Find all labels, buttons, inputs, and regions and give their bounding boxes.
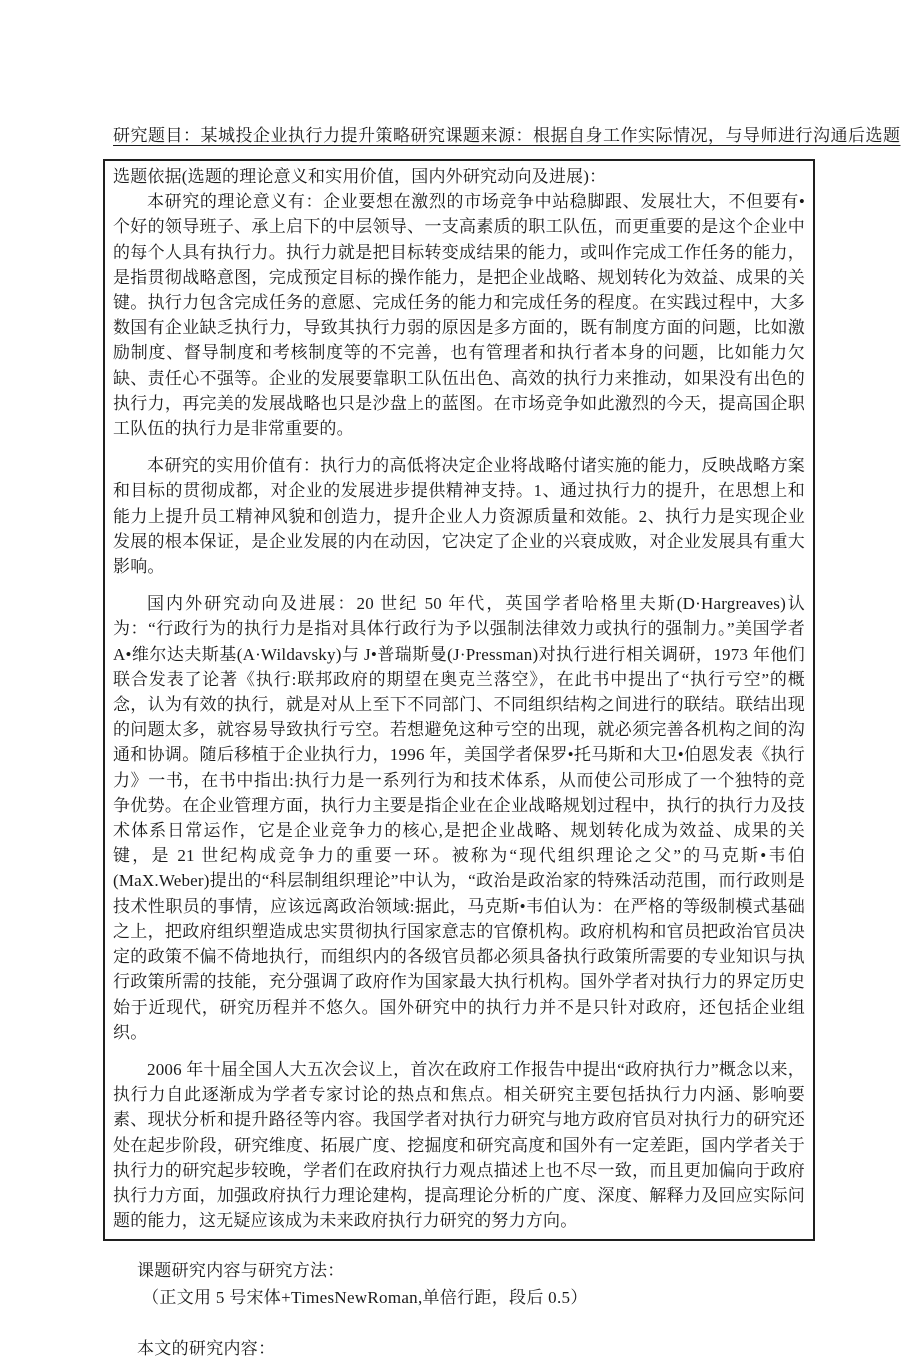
topic-basis-heading: 选题依据(选题的理论意义和实用价值，国内外研究动向及进展)：	[113, 167, 607, 186]
research-title: 某城投企业执行力提升策略研究	[200, 126, 446, 145]
paragraph-research-trends-international: 国内外研究动向及进展：20 世纪 50 年代，英国学者哈格里夫斯(D·Hargreaves)认为：“行政行为的执行力是指对具体行政行为予以强制法律效力或执行的强制力。”美国学者 A•维尔达夫斯基(A·Wildavsky)与 J•普瑞斯曼(J·Pressman)对执行进行相关调研，1973 年他们联合发表了论著《执行:联邦政府的期望在奥克兰落空》，在此书中提出了“执行亏空”的概念，认为有效的执行，就是对从上至下不同部门、不同组织结构之间进行的联结。联结出现的问题太多，就容易导致执行亏空。若想避免这种亏空的出现，就必须完善各机构之间的沟通和协调。随后移植于企业执行力，1996 年，美国学者保罗•托马斯和大卫•伯恩发表《执行力》一书，在书中指出:执行力是一系列行为和技术体系，从而使公司形成了一个独特的竞争优势。在企业管理方面，执行力主要是指企业在企业战略规划过程中，执行的执行力及技术体系日常运作，它是企业竞争力的核心,是把企业战略、规划转化成为效益、成果的关键，是 21 世纪构成竞争力的重要一环。被称为“现代组织理论之父”的马克斯•韦伯(MaX.Weber)提出的“科层制组织理论”中认为，“政治是政治家的特殊活动范围，而行政则是技术性职员的事情，应该远离政治领域:据此，马克斯•韦伯认为：在严格的等级制模式基础之上，把政府组织塑造成忠实贯彻执行国家意志的官僚机构。政府机构和官员把政治官员决定的政策不偏不倚地执行，而组织内的各级官员都必须具备执行政策所需要的专业知识与执行政策所需的技能，充分强调了政府作为国家最大执行机构。国外学者对执行力的界定历史始于近现代，研究历程并不悠久。国外研究中的执行力并不是只针对政府，还包括企业组织。	[113, 594, 805, 1042]
format-note: （正文用 5 号宋体+TimesNewRoman,单倍行距，段后 0.5）	[142, 1288, 588, 1308]
after-box-section	[103, 1258, 815, 1362]
topic-source-label: 课题来源：	[445, 126, 533, 145]
research-content-label: 本文的研究内容：	[137, 1339, 276, 1359]
research-title-label: 研究题目：	[113, 126, 201, 145]
topic-basis-box	[103, 159, 815, 1241]
document-content	[103, 124, 901, 1362]
topic-source: 根据自身工作实际情况，与导师进行沟通后选题	[533, 126, 901, 145]
title-line	[113, 124, 901, 148]
paragraph-theoretical-significance: 本研究的理论意义有：企业要想在激烈的市场竞争中站稳脚跟、发展壮大，不但要有•个好的领导班子、承上启下的中层领导、一支高素质的职工队伍，而更重要的是这个企业中的每个人具有执行力。执行力就是把目标转变成结果的能力，或叫作完成工作任务的能力，是指贯彻战略意图，完成预定目标的操作能力，是把企业战略、规划转化为效益、成果的关键。执行力包含完成任务的意愿、完成任务的能力和完成任务的程度。在实践过程中，大多数国有企业缺乏执行力，导致其执行力弱的原因是多方面的，既有制度方面的问题，比如激励制度、督导制度和考核制度等的不完善，也有管理者和执行者本身的问题，比如能力欠缺、责任心不强等。企业的发展要靠职工队伍出色、高效的执行力来推动，如果没有出色的执行力，再完美的发展战略也只是沙盘上的蓝图。在市场竞争如此激烈的今天，提高国企职工队伍的执行力是非常重要的。	[113, 192, 805, 439]
paragraph-research-trends-domestic: 2006 年十届全国人大五次会议上，首次在政府工作报告中提出“政府执行力”概念以来，执行力自此逐渐成为学者专家讨论的热点和焦点。相关研究主要包括执行力内涵、影响要素、现状分析和提升路径等内容。我国学者对执行力研究与地方政府官员对执行力的研究还处在起步阶段，研究维度、拓展广度、挖掘度和研究高度和国外有一定差距，国内学者关于执行力的研究起步较晚，学者们在政府执行力观点描述上也不尽一致，而且更加偏向于政府执行力方面，加强政府执行力理论建构，提高理论分析的广度、深度、解释力及回应实际问题的能力，这无疑应该成为未来政府执行力研究的努力方向。	[113, 1059, 805, 1231]
paragraph-practical-value: 本研究的实用价值有：执行力的高低将决定企业将战略付诸实施的能力，反映战略方案和目标的贯彻成都，对企业的发展进步提供精神支持。1、通过执行力的提升，在思想上和能力上提升员工精神风貌和创造力，提升企业人力资源质量和效能。2、执行力是实现企业发展的根本保证，是企业发展的内在动因，它决定了企业的兴衰成败，对企业发展具有重大影响。	[113, 456, 805, 577]
research-content-method-heading: 课题研究内容与研究方法：	[137, 1261, 345, 1281]
